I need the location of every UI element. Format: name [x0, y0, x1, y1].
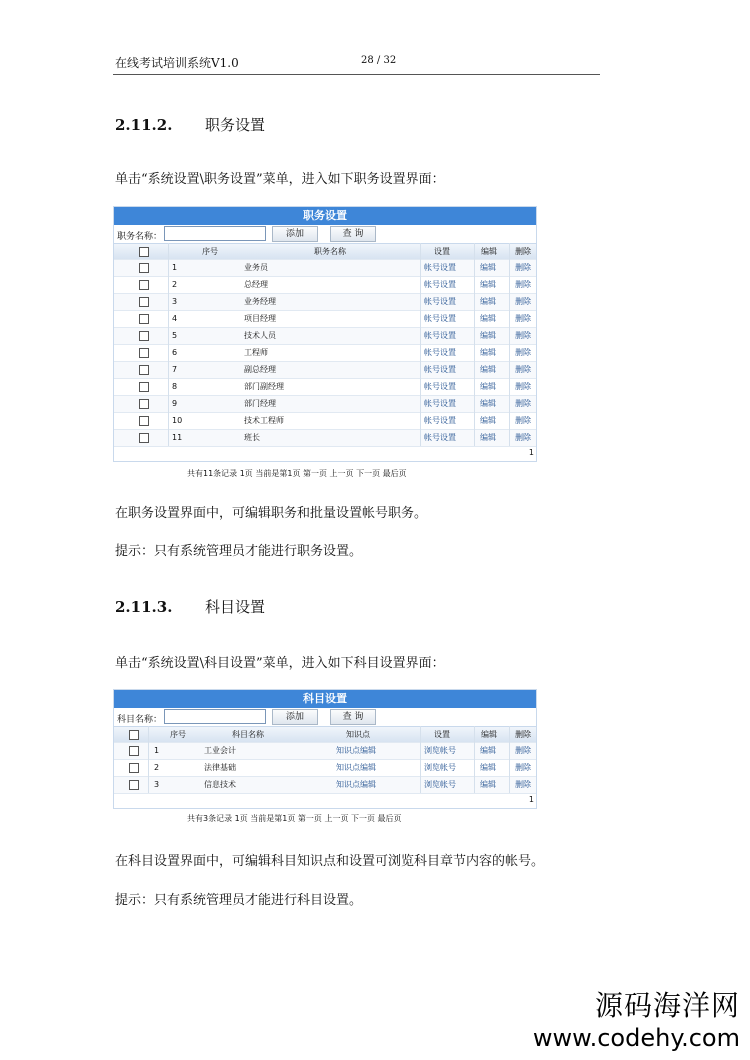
- section-number: 2.11.3.: [115, 598, 173, 616]
- row-checkbox[interactable]: [139, 433, 149, 443]
- page-number: 28 / 32: [361, 55, 397, 66]
- row-checkbox[interactable]: [139, 280, 149, 290]
- delete-link[interactable]: 删除: [515, 348, 531, 357]
- section-title: 科目设置: [205, 598, 266, 616]
- delete-link[interactable]: 删除: [515, 382, 531, 391]
- position-table: [114, 243, 536, 446]
- row-position-name: 班长: [244, 433, 260, 442]
- section2-intro: 单击“系统设置\科目设置”菜单，进入如下科目设置界面：: [115, 656, 445, 671]
- row-no: 4: [172, 314, 178, 323]
- browse-account-link[interactable]: 浏览帐号: [424, 763, 456, 772]
- column-divider: [148, 726, 149, 793]
- row-position-name: 总经理: [244, 280, 268, 289]
- watermark: [533, 984, 740, 1052]
- section-heading-1: [115, 114, 265, 135]
- section2-tip: 提示：只有系统管理员才能进行科目设置。: [115, 893, 363, 908]
- row-no: 5: [172, 331, 178, 340]
- document-title: 在线考试培训系统V1.0: [115, 56, 239, 70]
- section2-description: 在科目设置界面中，可编辑科目知识点和设置可浏览科目章节内容的帐号。: [115, 854, 545, 869]
- column-divider: [509, 726, 510, 793]
- row-position-name: 部门副经理: [244, 382, 284, 391]
- select-all-checkbox[interactable]: [139, 247, 149, 257]
- header-knowledge: 知识点: [346, 730, 370, 739]
- delete-link[interactable]: 删除: [515, 399, 531, 408]
- panel-title: 科目设置: [114, 690, 536, 708]
- row-no: 1: [172, 263, 178, 272]
- row-subject-name: 信息技术: [204, 780, 236, 789]
- column-divider: [474, 243, 475, 446]
- edit-link[interactable]: 编辑: [480, 314, 496, 323]
- delete-link[interactable]: 删除: [515, 365, 531, 374]
- table-row: [114, 344, 536, 361]
- section-number: 2.11.2.: [115, 116, 173, 134]
- search-label: 科目名称：: [117, 715, 163, 725]
- account-settings-link[interactable]: 帐号设置: [424, 348, 456, 357]
- account-settings-link[interactable]: 帐号设置: [424, 365, 456, 374]
- row-no: 1: [154, 746, 160, 755]
- table-row: [114, 776, 536, 793]
- row-no: 11: [172, 433, 183, 442]
- subject-table: [114, 726, 536, 793]
- table-row: [114, 429, 536, 446]
- header-set: 设置: [434, 247, 450, 256]
- pager[interactable]: 共有3条记录 1页 当前是第1页 第一页 上一页 下一页 最后页: [187, 814, 402, 823]
- row-checkbox[interactable]: [139, 382, 149, 392]
- page-indicator-row: [114, 793, 536, 808]
- row-checkbox[interactable]: [139, 399, 149, 409]
- search-bar: [114, 225, 536, 243]
- account-settings-link[interactable]: 帐号设置: [424, 331, 456, 340]
- column-divider: [474, 726, 475, 793]
- edit-link[interactable]: 编辑: [480, 780, 496, 789]
- knowledge-edit-link[interactable]: 知识点编辑: [336, 746, 376, 755]
- row-checkbox[interactable]: [129, 763, 139, 773]
- row-position-name: 技术人员: [244, 331, 276, 340]
- row-checkbox[interactable]: [139, 314, 149, 324]
- query-button[interactable]: 查 询: [330, 709, 376, 725]
- row-checkbox[interactable]: [129, 746, 139, 756]
- account-settings-link[interactable]: 帐号设置: [424, 314, 456, 323]
- header-delete: 删除: [515, 247, 531, 256]
- position-name-input[interactable]: [164, 226, 266, 241]
- row-no: 6: [172, 348, 178, 357]
- select-all-checkbox[interactable]: [129, 730, 139, 740]
- browse-account-link[interactable]: 浏览帐号: [424, 746, 456, 755]
- edit-link[interactable]: 编辑: [480, 433, 496, 442]
- row-no: 9: [172, 399, 178, 408]
- watermark-cn: 源码海洋网: [594, 989, 740, 1022]
- edit-link[interactable]: 编辑: [480, 763, 496, 772]
- search-bar: [114, 708, 536, 726]
- delete-link[interactable]: 删除: [515, 297, 531, 306]
- row-no: 7: [172, 365, 178, 374]
- table-row: [114, 293, 536, 310]
- delete-link[interactable]: 删除: [515, 746, 531, 755]
- position-settings-panel: [113, 206, 537, 462]
- account-settings-link[interactable]: 帐号设置: [424, 433, 456, 442]
- header-set: 设置: [434, 730, 450, 739]
- add-button[interactable]: 添加: [272, 226, 318, 242]
- table-header: [114, 726, 536, 742]
- subject-settings-panel: [113, 689, 537, 809]
- search-label: 职务名称：: [117, 232, 163, 242]
- row-no: 2: [154, 763, 160, 772]
- edit-link[interactable]: 编辑: [480, 746, 496, 755]
- row-position-name: 业务经理: [244, 297, 276, 306]
- delete-link[interactable]: 删除: [515, 263, 531, 272]
- table-row: [114, 378, 536, 395]
- column-divider: [420, 726, 421, 793]
- account-settings-link[interactable]: 帐号设置: [424, 263, 456, 272]
- edit-link[interactable]: 编辑: [480, 348, 496, 357]
- section-heading-2: [115, 596, 265, 617]
- delete-link[interactable]: 删除: [515, 331, 531, 340]
- page-index: 1: [528, 795, 534, 804]
- section1-description: 在职务设置界面中，可编辑职务和批量设置帐号职务。: [115, 506, 428, 521]
- delete-link[interactable]: 删除: [515, 780, 531, 789]
- row-no: 8: [172, 382, 178, 391]
- row-checkbox[interactable]: [139, 297, 149, 307]
- row-checkbox[interactable]: [139, 263, 149, 273]
- row-checkbox[interactable]: [129, 780, 139, 790]
- edit-link[interactable]: 编辑: [480, 263, 496, 272]
- pager[interactable]: 共有11条记录 1页 当前是第1页 第一页 上一页 下一页 最后页: [187, 469, 407, 478]
- table-row: [114, 327, 536, 344]
- watermark-url: www.codehy.com: [532, 1024, 740, 1052]
- column-divider: [509, 243, 510, 446]
- browse-account-link[interactable]: 浏览帐号: [424, 780, 456, 789]
- header-delete: 删除: [515, 730, 531, 739]
- row-no: 3: [154, 780, 160, 789]
- delete-link[interactable]: 删除: [515, 416, 531, 425]
- edit-link[interactable]: 编辑: [480, 399, 496, 408]
- delete-link[interactable]: 删除: [515, 314, 531, 323]
- page-indicator-row: [114, 446, 536, 461]
- edit-link[interactable]: 编辑: [480, 382, 496, 391]
- row-position-name: 业务员: [244, 263, 268, 272]
- header-no: 序号: [170, 730, 186, 739]
- edit-link[interactable]: 编辑: [480, 280, 496, 289]
- delete-link[interactable]: 删除: [515, 763, 531, 772]
- add-button[interactable]: 添加: [272, 709, 318, 725]
- page-index: 1: [528, 448, 534, 457]
- delete-link[interactable]: 删除: [515, 433, 531, 442]
- row-position-name: 技术工程师: [244, 416, 284, 425]
- account-settings-link[interactable]: 帐号设置: [424, 280, 456, 289]
- table-header: [114, 243, 536, 259]
- header-name: 职务名称: [314, 247, 346, 256]
- edit-link[interactable]: 编辑: [480, 416, 496, 425]
- section-title: 职务设置: [205, 116, 266, 134]
- table-row: [114, 276, 536, 293]
- row-position-name: 项目经理: [244, 314, 276, 323]
- table-row: [114, 259, 536, 276]
- column-divider: [168, 243, 169, 446]
- account-settings-link[interactable]: 帐号设置: [424, 416, 456, 425]
- table-row: [114, 395, 536, 412]
- row-checkbox[interactable]: [139, 331, 149, 341]
- table-row: [114, 742, 536, 759]
- table-row: [114, 310, 536, 327]
- row-no: 10: [172, 416, 183, 425]
- account-settings-link[interactable]: 帐号设置: [424, 399, 456, 408]
- table-row: [114, 361, 536, 378]
- section1-tip: 提示：只有系统管理员才能进行职务设置。: [115, 544, 363, 559]
- row-position-name: 工程师: [244, 348, 268, 357]
- account-settings-link[interactable]: 帐号设置: [424, 382, 456, 391]
- header-edit: 编辑: [481, 730, 497, 739]
- edit-link[interactable]: 编辑: [480, 365, 496, 374]
- query-button[interactable]: 查 询: [330, 226, 376, 242]
- table-row: [114, 759, 536, 776]
- panel-title: 职务设置: [114, 207, 536, 225]
- knowledge-edit-link[interactable]: 知识点编辑: [336, 763, 376, 772]
- row-subject-name: 工业会计: [204, 746, 236, 755]
- header-no: 序号: [202, 247, 218, 256]
- row-no: 3: [172, 297, 178, 306]
- subject-name-input[interactable]: [164, 709, 266, 724]
- page-header: [113, 52, 600, 75]
- edit-link[interactable]: 编辑: [480, 331, 496, 340]
- row-checkbox[interactable]: [139, 348, 149, 358]
- row-no: 2: [172, 280, 178, 289]
- row-checkbox[interactable]: [139, 416, 149, 426]
- row-checkbox[interactable]: [139, 365, 149, 375]
- knowledge-edit-link[interactable]: 知识点编辑: [336, 780, 376, 789]
- header-name: 科目名称: [232, 730, 264, 739]
- row-position-name: 部门经理: [244, 399, 276, 408]
- account-settings-link[interactable]: 帐号设置: [424, 297, 456, 306]
- edit-link[interactable]: 编辑: [480, 297, 496, 306]
- section1-intro: 单击“系统设置\职务设置”菜单，进入如下职务设置界面：: [115, 172, 445, 187]
- delete-link[interactable]: 删除: [515, 280, 531, 289]
- row-subject-name: 法律基础: [204, 763, 236, 772]
- header-edit: 编辑: [481, 247, 497, 256]
- column-divider: [420, 243, 421, 446]
- row-position-name: 副总经理: [244, 365, 276, 374]
- table-row: [114, 412, 536, 429]
